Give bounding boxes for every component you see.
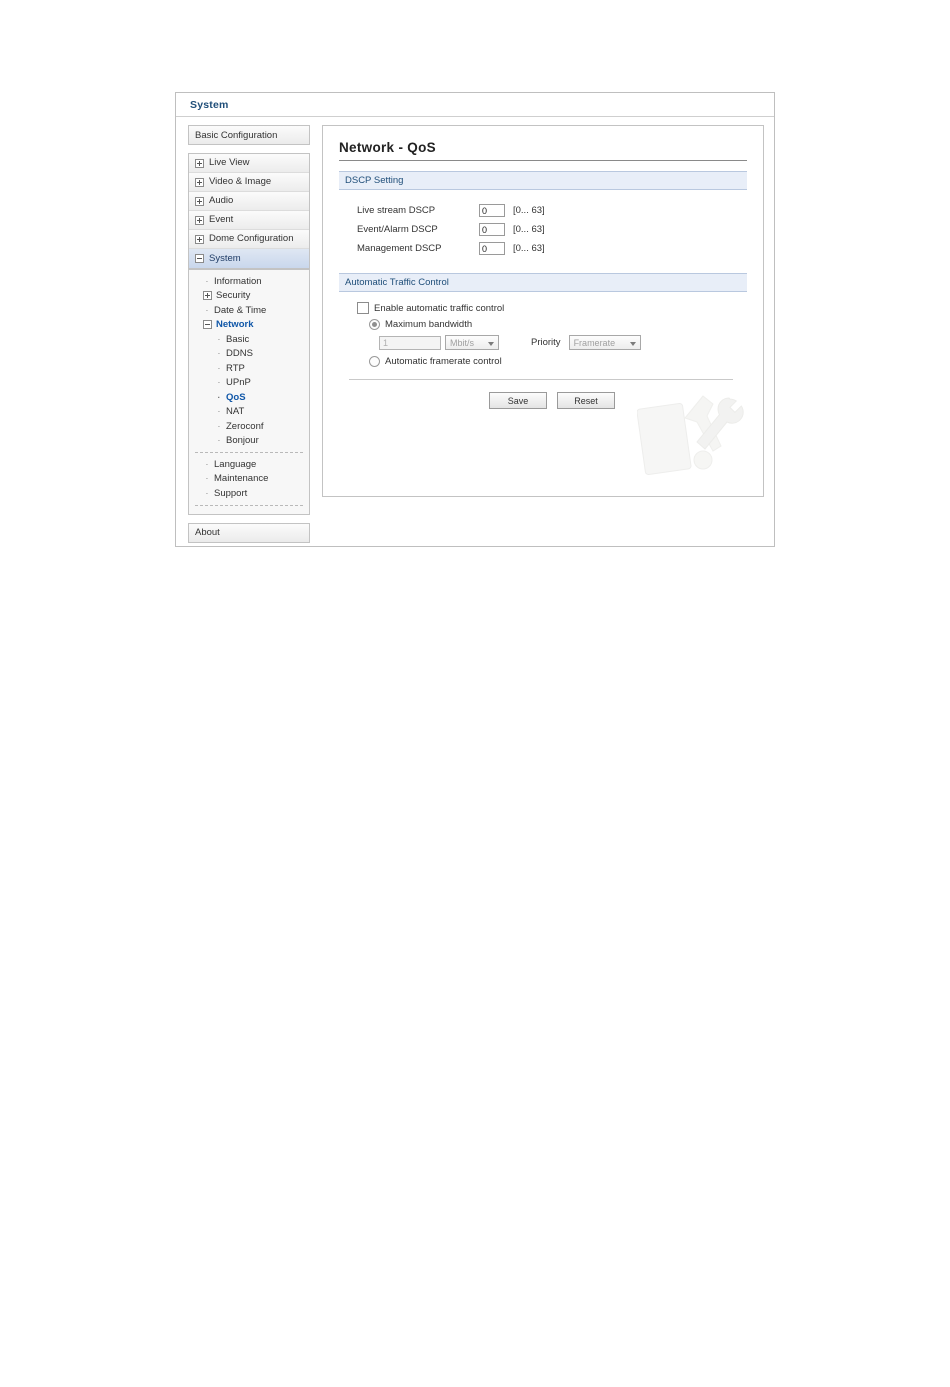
maximum-bandwidth-row[interactable]	[339, 319, 747, 330]
field-row-management-dscp	[339, 242, 747, 255]
sidebar-item-label: Security	[216, 290, 251, 302]
sidebar-item-audio[interactable]	[189, 192, 309, 211]
checkbox-icon[interactable]	[357, 302, 369, 314]
bullet-icon: ·	[205, 459, 209, 469]
page-title-main: Network	[339, 140, 395, 155]
collapse-box-icon	[195, 254, 204, 263]
bullet-icon: ·	[217, 334, 221, 344]
expand-box-icon	[195, 159, 204, 168]
spacer	[339, 261, 747, 273]
sidebar-item-label: Live View	[209, 157, 250, 169]
sidebar-item-security[interactable]	[189, 289, 309, 304]
expand-box-icon	[195, 216, 204, 225]
sidebar-item-label: Network	[216, 319, 254, 331]
expand-box-icon	[203, 291, 212, 300]
priority-value: Framerate	[573, 337, 616, 348]
bullet-icon: ·	[205, 305, 209, 315]
sidebar	[188, 125, 310, 551]
event-alarm-dscp-label: Event/Alarm DSCP	[357, 224, 438, 235]
sidebar-item-label: Zeroconf	[226, 420, 264, 432]
content-divider	[349, 379, 733, 380]
bandwidth-controls-row	[339, 335, 747, 350]
bullet-icon: ·	[217, 407, 221, 417]
sidebar-item-label: Information	[214, 275, 262, 287]
sidebar-item-dome-configuration[interactable]	[189, 230, 309, 249]
sidebar-item-system[interactable]	[189, 249, 309, 268]
sidebar-group-list	[188, 153, 310, 269]
sidebar-item-label: Video & Image	[209, 176, 272, 188]
radio-icon[interactable]	[369, 356, 380, 367]
page-title-separator: -	[398, 140, 404, 155]
button-row	[339, 392, 747, 409]
sidebar-item-rtp[interactable]	[189, 361, 309, 376]
sidebar-item-label: System	[209, 252, 241, 264]
section-header-dscp: DSCP Setting	[339, 171, 747, 190]
sidebar-tree	[188, 269, 310, 515]
bullet-icon: ·	[217, 436, 221, 446]
reset-button[interactable]: Reset	[557, 392, 615, 409]
sidebar-item-label: Basic	[226, 333, 250, 345]
config-window	[175, 92, 775, 547]
bullet-icon: ·	[205, 276, 209, 286]
sidebar-item-live-view[interactable]	[189, 154, 309, 173]
bullet-icon: ·	[217, 363, 221, 373]
sidebar-item-label: QoS	[226, 391, 246, 403]
window-title: System	[190, 98, 229, 111]
event-alarm-dscp-input[interactable]	[479, 223, 505, 236]
sidebar-divider-bottom	[195, 505, 303, 506]
radio-icon[interactable]	[369, 319, 380, 330]
section-header-automatic-traffic-control: Automatic Traffic Control	[339, 273, 747, 292]
sidebar-item-qos[interactable]	[189, 390, 309, 405]
sidebar-item-network[interactable]	[189, 318, 309, 333]
bandwidth-value-input[interactable]	[379, 336, 441, 350]
sidebar-item-maintenance[interactable]	[189, 472, 309, 487]
sidebar-item-label: Maintenance	[214, 473, 269, 485]
bandwidth-unit-value: Mbit/s	[450, 337, 475, 348]
window-header	[176, 93, 774, 117]
management-dscp-hint: [0... 63]	[513, 243, 545, 254]
event-alarm-dscp-hint: [0... 63]	[513, 224, 545, 235]
sidebar-item-label: Support	[214, 487, 248, 499]
sidebar-item-basic[interactable]	[189, 332, 309, 347]
automatic-framerate-control-row[interactable]	[339, 356, 747, 367]
field-row-live-stream-dscp	[339, 204, 747, 217]
collapse-box-icon	[203, 320, 212, 329]
page-title	[339, 140, 747, 161]
management-dscp-input[interactable]	[479, 242, 505, 255]
sidebar-item-bonjour[interactable]	[189, 434, 309, 449]
sidebar-item-basic-configuration[interactable]	[188, 125, 310, 145]
expand-box-icon	[195, 235, 204, 244]
sidebar-item-support[interactable]	[189, 486, 309, 501]
live-stream-dscp-input[interactable]	[479, 204, 505, 217]
sidebar-item-language[interactable]	[189, 457, 309, 472]
sidebar-item-label: Event	[209, 214, 234, 226]
bullet-icon: ·	[205, 488, 209, 498]
sidebar-item-label: Audio	[209, 195, 234, 207]
bullet-icon: ·	[217, 378, 221, 388]
bullet-icon: ·	[217, 421, 221, 431]
sidebar-item-upnp[interactable]	[189, 376, 309, 391]
live-stream-dscp-label: Live stream DSCP	[357, 205, 436, 216]
content-pane	[322, 125, 764, 497]
live-stream-dscp-hint: [0... 63]	[513, 205, 545, 216]
content-inner	[323, 126, 763, 409]
sidebar-item-label: Language	[214, 458, 257, 470]
sidebar-item-zeroconf[interactable]	[189, 419, 309, 434]
save-button[interactable]: Save	[489, 392, 547, 409]
sidebar-item-label: Dome Configuration	[209, 233, 294, 245]
sidebar-item-label: Bonjour	[226, 435, 259, 447]
management-dscp-label: Management DSCP	[357, 243, 442, 254]
priority-select[interactable]	[569, 335, 641, 350]
field-row-event-alarm-dscp	[339, 223, 747, 236]
sidebar-item-event[interactable]	[189, 211, 309, 230]
sidebar-item-label: NAT	[226, 406, 245, 418]
sidebar-item-label: RTP	[226, 362, 245, 374]
maximum-bandwidth-label: Maximum bandwidth	[385, 319, 473, 330]
bullet-icon: ·	[217, 349, 221, 359]
enable-traffic-control-label: Enable automatic traffic control	[374, 302, 505, 314]
automatic-framerate-control-label: Automatic framerate control	[385, 356, 502, 367]
priority-label: Priority	[531, 337, 561, 348]
bullet-icon: ·	[205, 474, 209, 484]
window-body	[176, 117, 774, 561]
expand-box-icon	[195, 197, 204, 206]
bullet-icon: ·	[217, 392, 221, 402]
sidebar-item-label: DDNS	[226, 348, 253, 360]
sidebar-item-label: Date & Time	[214, 304, 267, 316]
page-title-sub: QoS	[407, 140, 436, 155]
sidebar-item-about[interactable]	[188, 523, 310, 543]
sidebar-item-ddns[interactable]	[189, 347, 309, 362]
sidebar-item-label: UPnP	[226, 377, 251, 389]
sidebar-item-date-time[interactable]	[189, 303, 309, 318]
sidebar-item-label: About	[195, 527, 220, 538]
sidebar-divider	[195, 452, 303, 453]
sidebar-item-nat[interactable]	[189, 405, 309, 420]
enable-traffic-control-row[interactable]	[339, 302, 747, 314]
sidebar-item-information[interactable]	[189, 274, 309, 289]
expand-box-icon	[195, 178, 204, 187]
sidebar-item-video-image[interactable]	[189, 173, 309, 192]
sidebar-item-label: Basic Configuration	[195, 129, 278, 141]
bandwidth-unit-select[interactable]	[445, 335, 499, 350]
